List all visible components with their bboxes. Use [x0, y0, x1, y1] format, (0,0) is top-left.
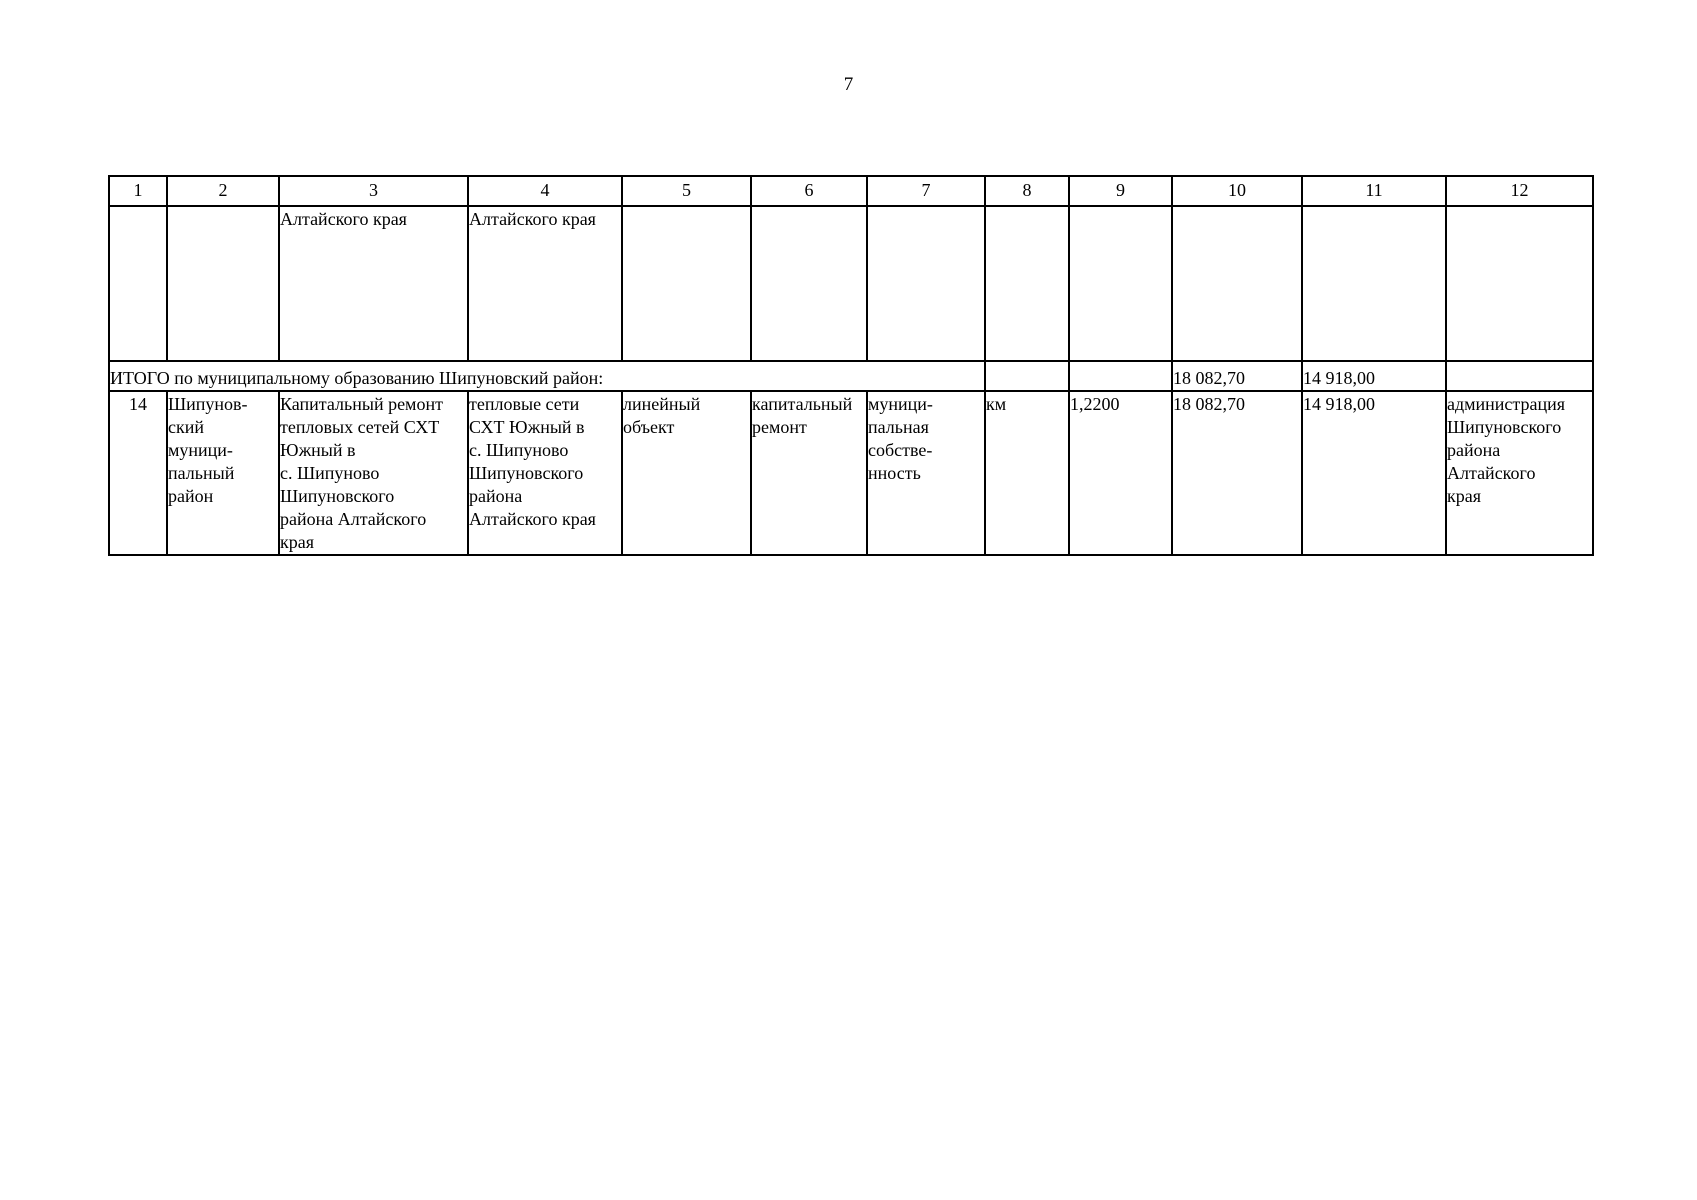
column-header: 2 — [167, 176, 279, 206]
total-label-text: ИТОГО по муниципальному образованию Шипуновский район: — [110, 368, 604, 388]
table-cell — [985, 361, 1069, 391]
cell-line: края — [280, 532, 315, 552]
column-header: 8 — [985, 176, 1069, 206]
table-cell: Алтайского края — [468, 206, 622, 361]
cell-line: Алтайского — [1447, 463, 1536, 483]
total-col10: 18 082,70 — [1172, 361, 1302, 391]
amount-col10-cell: 18 082,70 — [1172, 391, 1302, 555]
quantity-cell: 1,2200 — [1069, 391, 1172, 555]
column-header: 10 — [1172, 176, 1302, 206]
table-cell — [985, 206, 1069, 361]
column-header: 11 — [1302, 176, 1446, 206]
table-cell — [1069, 361, 1172, 391]
table-cell — [1069, 206, 1172, 361]
cell-line: ремонт — [752, 417, 807, 437]
column-header: 7 — [867, 176, 985, 206]
page-number: 7 — [843, 74, 854, 95]
work-type-cell — [751, 391, 867, 555]
table-cell — [1302, 206, 1446, 361]
table-cell — [867, 206, 985, 361]
table-cell — [1446, 361, 1593, 391]
column-header: 1 — [109, 176, 167, 206]
cell-line: линейный — [623, 394, 701, 414]
cell-line: Южный в — [280, 440, 356, 460]
column-header: 6 — [751, 176, 867, 206]
cell-line: пальный — [168, 463, 235, 483]
cell-line: муници- — [168, 440, 233, 460]
cell-line: с. Шипуново — [280, 463, 380, 483]
amount-col11-cell: 14 918,00 — [1302, 391, 1446, 555]
table-cell — [1172, 206, 1302, 361]
cell-line: Шипуновского — [280, 486, 395, 506]
table-cell — [622, 206, 751, 361]
column-header: 12 — [1446, 176, 1593, 206]
object-cell — [468, 391, 622, 555]
cell-line: с. Шипуново — [469, 440, 569, 460]
cell-line: района Алтайского — [280, 509, 427, 529]
cell-line: пальная — [868, 417, 929, 437]
cell-line: собстве- — [868, 440, 933, 460]
cell-line: муници- — [868, 394, 933, 414]
object-type-cell — [622, 391, 751, 555]
cell-line: Капитальный ремонт — [280, 394, 443, 414]
cell-line: тепловых сетей СХТ — [280, 417, 440, 437]
total-row — [109, 361, 1593, 391]
row-number: 14 — [109, 391, 167, 555]
cell-line: Шипуновского — [1447, 417, 1562, 437]
column-number-header-row — [109, 176, 1593, 206]
cell-line: администрация — [1447, 394, 1566, 414]
column-header: 5 — [622, 176, 751, 206]
cell-line: тепловые сети — [469, 394, 580, 414]
cell-line: района — [469, 486, 523, 506]
cell-line: края — [1447, 486, 1482, 506]
cell-line: капитальный — [752, 394, 853, 414]
cell-line: нность — [868, 463, 921, 483]
cell-line: района — [1447, 440, 1501, 460]
total-label — [109, 361, 985, 391]
continuation-row — [109, 206, 1593, 361]
unit-cell: км — [985, 391, 1069, 555]
data-table — [108, 175, 1594, 556]
table-cell — [109, 206, 167, 361]
table-cell — [751, 206, 867, 361]
object-name-cell — [279, 391, 468, 555]
cell-line: ский — [168, 417, 204, 437]
responsible-cell — [1446, 391, 1593, 555]
table-cell: Алтайского края — [279, 206, 468, 361]
column-header: 9 — [1069, 176, 1172, 206]
ownership-cell — [867, 391, 985, 555]
table-row — [109, 391, 1593, 555]
cell-line: район — [168, 486, 214, 506]
table-cell — [1446, 206, 1593, 361]
cell-line: Шипуновского — [469, 463, 584, 483]
total-col11: 14 918,00 — [1302, 361, 1446, 391]
municipality-cell — [167, 391, 279, 555]
column-header: 3 — [279, 176, 468, 206]
cell-line: СХТ Южный в — [469, 417, 585, 437]
cell-line: Шипунов- — [168, 394, 248, 414]
cell-line: объект — [623, 417, 675, 437]
table-cell — [167, 206, 279, 361]
cell-line: Алтайского края — [469, 509, 596, 529]
column-header: 4 — [468, 176, 622, 206]
